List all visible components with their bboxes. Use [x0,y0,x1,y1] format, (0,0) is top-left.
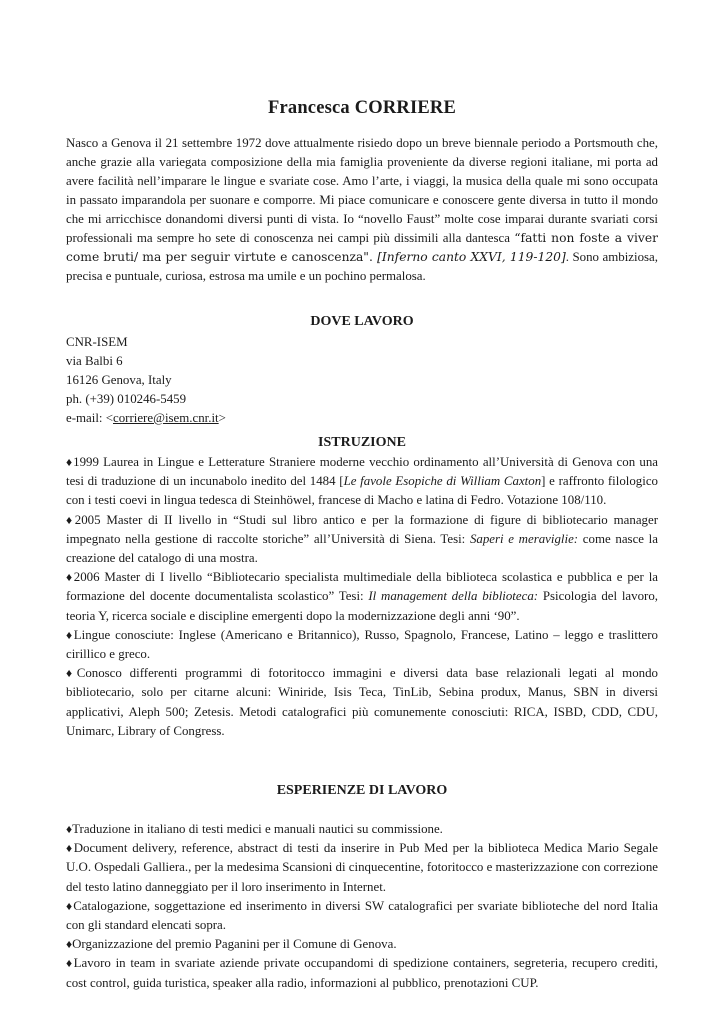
diamond-bullet-icon: ♦ [66,956,74,971]
bullet-item [66,839,658,897]
bullet-text-segment: 1999 Laurea in Lingue e Letterature Straniere moderne vecchio ordinamento all’Università di Genova con una tesi di traduzione di un incunabolo inedito del 1484 [ [66,455,659,489]
address-lines [66,333,658,409]
bullet-item [66,453,658,511]
bullet-text-segment: come nasce la creazione del catalogo di una mostra. [66,531,658,566]
page-title: Francesca CORRIERE [267,98,457,118]
bullet-item [66,820,658,839]
bullet-item [66,897,658,935]
bullet-text-segment: Document delivery, reference, abstract di testi da inserire in Pub Med per la biblioteca Medica Mario Segale U.O. Ospedali Galliera., per la medesima Scansioni di cinquecentine, fotoritocco e masterizzazione con correzione del testo latino danneggiato per il loro inserimento in Internet. [66,841,659,894]
bullet-text-segment: Lavoro in team in svariate aziende private occupandomi di spedizione containers, segreteria, recupero crediti, cost control, guida turistica, speaker alla radio, informazioni al pubblico, prenotazioni CUP. [66,956,659,990]
bullet-text-segment: Le favole Esopiche di William Caxton [343,474,542,489]
bullet-item [66,511,658,569]
bullet-text-segment: Psicologia del lavoro, teoria Y, ricerca sociale e discipline emergenti dopo la modernizzazione degli anni ‘90”. [66,589,659,623]
istruzione-list [66,453,658,741]
section-heading-istruzione: ISTRUZIONE [318,435,406,450]
bullet-item [66,935,658,954]
address-line: via Balbi 6 [66,354,123,368]
bullet-text-segment: Saperi e meraviglie: [469,531,579,546]
email-suffix: > [218,411,226,425]
diamond-bullet-icon: ♦ [66,627,74,642]
address-line: 16126 Genova, Italy [66,373,172,387]
bullet-text-segment: 2005 Master di II livello in “Studi sul libro antico e per la formazione di figure di bibliotecario manager impegnato nella gestione di raccolte storiche” all’Università di Siena. Tesi: [66,512,658,546]
bullet-item [66,626,658,664]
bullet-item [66,664,658,741]
diamond-bullet-icon: ♦ [66,898,74,913]
diamond-bullet-icon: ♦ [66,937,73,952]
dante-citation: [Inferno canto XXVI, 119-120] [377,250,566,264]
address-line: CNR-ISEM [66,335,128,349]
diamond-bullet-icon: ♦ [66,841,74,856]
address-line: ph. (+39) 010246-5459 [66,392,187,406]
bullet-text-segment: ] e raffronto filologico con i testi coevi in lingua tedesca di Steinhöwel, francese di Macho e latina di Fedro. Votazione 108/110. [66,474,658,508]
bullet-text-segment: Lingue conosciute: Inglese (Americano e Britannico), Russo, Spagnolo, Francese, Latino – leggo e traslittero cirillico e greco. [66,627,658,662]
bullet-text-segment: Catalogazione, soggettazione ed inserimento in diversi SW catalografici per svariate biblioteche del nord Italia con gli standard elencati sopra. [66,898,658,933]
diamond-bullet-icon: ♦ [66,822,73,837]
diamond-bullet-icon: ♦ [66,570,74,585]
section-heading-esperienze-di-lavoro: ESPERIENZE DI LAVORO [276,783,448,799]
diamond-bullet-icon: ♦ [66,512,75,527]
intro-paragraph [66,134,658,286]
dante-quote: “fatti non foste a viver come bruti/ ma per seguir virtute e canoscenza". [66,231,658,264]
intro-text-before-quote: Nasco a Genova il 21 settembre 1972 dove attualmente risiedo dopo un breve biennale periodo a Portsmouth che, anche grazie alla variegata composizione della mia famiglia proveniente da diverse regioni italiane, mi porta ad avere facilità nell’imparare le lingue e svariate cose. Amo l’arte, i viaggi, la musica della quale mi sono occupata in passato imparandola per suonare e comporre. Mi piace comunicare e conoscere gente diversa in tutto il mondo che mi arricchisce donandomi diversi punti di vista. Io “novello Faust” molte cose imparai durante svariati corsi professionali ma sempre ho sete di conoscenza nei campi più dissimili alla dantesca [66,136,658,245]
esperienze-list [66,820,658,993]
email-label: e-mail: < [66,411,113,425]
bullet-text-segment: Traduzione in italiano di testi medici e manuali nautici su commissione. [72,822,443,837]
diamond-bullet-icon: ♦ [66,455,74,469]
bullet-text-segment: Organizzazione del premio Paganini per il Comune di Genova. [72,937,397,952]
bullet-item [66,954,658,992]
intro-text-after-quote: . Sono ambiziosa, precisa e puntuale, curiosa, estrosa ma umile e un pochino permalosa. [66,250,658,283]
bullet-text-segment: 2006 Master di I livello “Bibliotecario specialista multimediale della biblioteca scolastica e pubblica e per la formazione del docente documentalista scolastico” Tesi: [66,570,658,604]
email-link[interactable]: corriere@isem.cnr.it [113,411,219,425]
bullet-text-segment: Il management della biblioteca: [368,589,539,604]
bullet-text-segment: Conosco differenti programmi di fotoritocco immagini e diversi data base relazionali legati al mondo bibliotecario, solo per citarne alcuni: Winiride, Isis Teca, TinLib, Sebina produx, Manus, SBN in diversi applicativi, Aleph 500; Zetesis. Metodi catalografici più comunemente conosciuti: RICA, ISBD, CDD, CDU, Unimarc, Library of Congress. [66,666,658,738]
section-heading-dove-lavoro: DOVE LAVORO [310,314,414,329]
bullet-item [66,568,658,626]
address-block [66,333,658,428]
diamond-bullet-icon: ♦ [66,666,77,681]
email-line [66,409,658,428]
